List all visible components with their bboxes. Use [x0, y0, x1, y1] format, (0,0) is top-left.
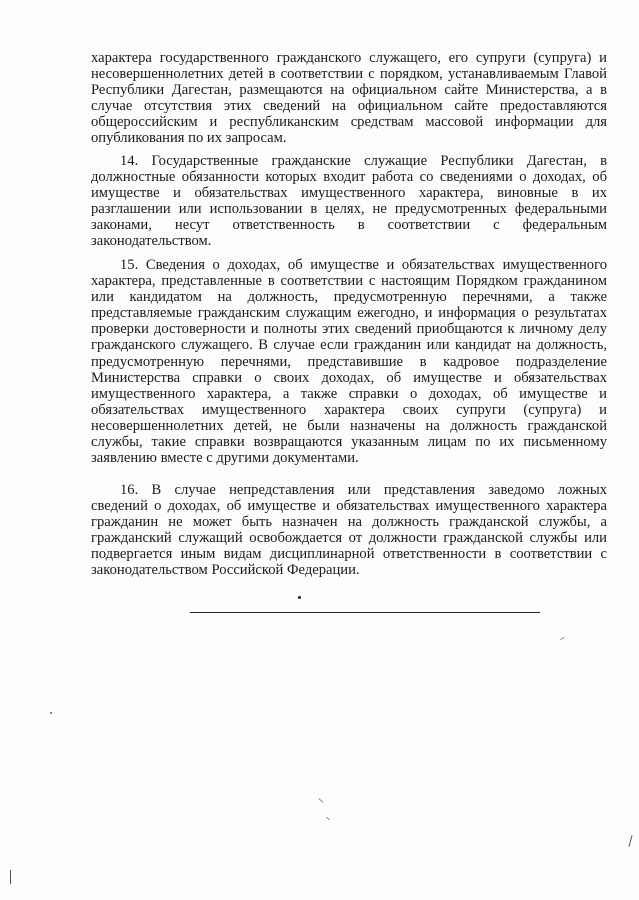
text-line: подвергается иным видам дисциплинарной ответственности в соответствии с	[91, 546, 607, 563]
text-line: опубликования по их запросам.	[91, 130, 287, 147]
text-line: несовершеннолетних детей в соответствии с порядком, устанавливаемым Главой	[91, 66, 607, 83]
dot-mark	[298, 596, 301, 599]
scan-speck	[560, 637, 565, 640]
text-line: проверки достоверности и полноты этих сведений приобщаются к личному делу	[91, 321, 607, 338]
text-line: 14. Государственные гражданские служащие Республики Дагестан, в	[120, 153, 607, 169]
text-line: законодательством Российской Федерации.	[91, 562, 360, 579]
separator-line	[190, 612, 540, 613]
text-line: службы, такие справки возвращаются указанным лицам по их письменному	[91, 434, 607, 451]
text-line: Министерства справки о своих доходах, об имуществе и обязательствах	[91, 369, 607, 386]
text-line: должностные обязанности которых входит работа со сведениями о доходах, об	[91, 169, 607, 186]
text-line: предусмотренную перечнями, представившие в кадровое подразделение	[91, 353, 607, 370]
text-line: гражданский служащий освобождается от должности гражданской службы или	[91, 530, 607, 547]
text-line: или кандидатом на должность, предусмотренную перечнями, а также	[91, 289, 607, 306]
scan-speck	[326, 817, 330, 820]
scan-speck	[10, 870, 11, 884]
text-line: заявлению вместе с другими документами.	[91, 450, 359, 467]
text-line: представляемые гражданским служащим ежегодно, и информация о результатах	[91, 305, 607, 322]
scan-speck	[50, 712, 52, 714]
text-line: имуществе и обязательствах имущественного характера, виновные в их	[91, 185, 607, 202]
text-line: случае отсутствия этих сведений на официальном сайте предоставляются	[91, 98, 607, 115]
text-line: гражданин не может быть назначен на должность гражданской службы, а	[91, 514, 607, 531]
paragraph-14	[91, 153, 607, 250]
text-line: характера государственного гражданского служащего, его супруги (супруга) и	[91, 50, 607, 66]
text-line: характера, представленные в соответствии с настоящим Порядком гражданином	[91, 273, 607, 290]
text-line: гражданского служащего. В случае если гражданин или кандидат на должность,	[91, 337, 607, 354]
paragraph-16	[91, 482, 607, 579]
text-line: сведений о доходах, об имуществе и обязательствах имущественного характера	[91, 498, 607, 515]
paragraph-13-continuation	[91, 50, 607, 147]
text-line: несовершеннолетних детей, не были назначены на должность гражданской	[91, 417, 607, 434]
scan-speck	[318, 798, 323, 803]
text-line: 16. В случае непредставления или представления заведомо ложных	[120, 482, 607, 498]
text-line: законами, несут ответственность в соответствии с федеральным	[91, 217, 607, 234]
text-line: имущественного характера, а также справки о доходах, об имуществе и	[91, 385, 607, 402]
text-line: общероссийским и республиканским средствам массовой информации для	[91, 114, 607, 131]
text-line: обязательствах имущественного характера своих супруги (супруга) и	[91, 401, 607, 418]
text-line: 15. Сведения о доходах, об имуществе и обязательствах имущественного	[120, 257, 607, 273]
text-line: законодательством.	[91, 233, 212, 250]
text-line: Республики Дагестан, размещаются на официальном сайте Министерства, а в	[91, 82, 607, 99]
scan-speck	[628, 835, 632, 847]
text-line: разглашении или использовании в целях, не предусмотренных федеральными	[91, 201, 607, 218]
paragraph-15	[91, 257, 607, 466]
